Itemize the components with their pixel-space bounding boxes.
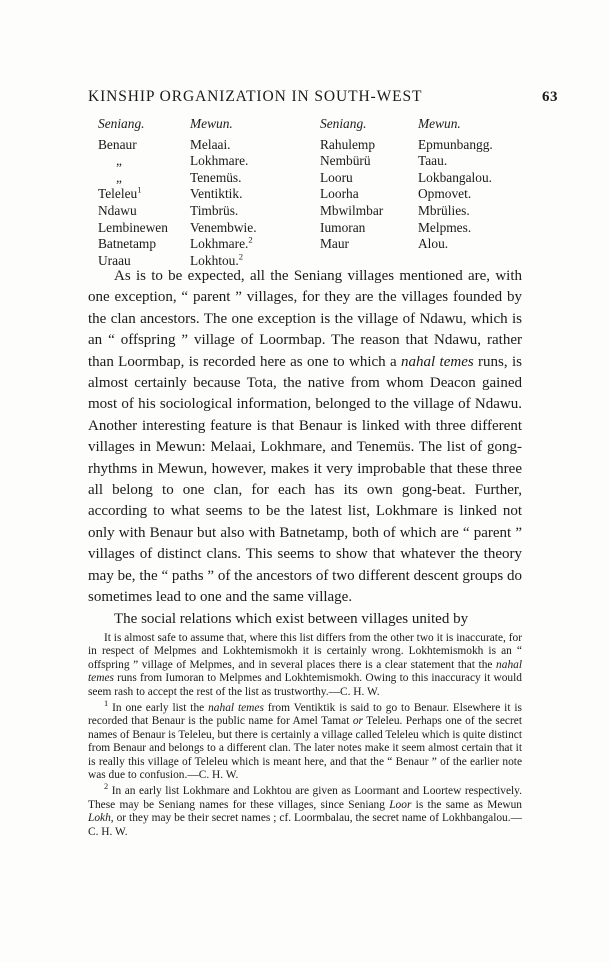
footnote-1-italic-2: or xyxy=(352,715,363,728)
cell-mewun-2: Lokbangalou. xyxy=(418,169,493,185)
cell-seniang-1: Teleleu xyxy=(98,186,138,202)
paragraph-1-italic: nahal temes xyxy=(401,353,474,370)
cell-mewun-1: Ventiktik. xyxy=(190,186,243,202)
cell-seniang-2: Loorha xyxy=(320,186,359,202)
footnote-1 xyxy=(88,699,522,782)
footnote-ref-2[interactable]: 2 xyxy=(238,251,244,262)
footnote-2-text-3: , or they may be their secret names ; cf. Loormbalau, the secret name of Lokhbangalou.—C. H. W. xyxy=(88,812,522,838)
footnote-2 xyxy=(88,782,522,839)
cell-seniang-1: Lembinewen xyxy=(98,219,168,235)
cell-mewun-2: Taau. xyxy=(418,153,448,169)
page-number: 63 xyxy=(542,89,558,105)
cell-seniang-1: Uraau xyxy=(98,252,131,268)
column-header-mewun-1: Mewun. xyxy=(190,116,233,131)
column-header-seniang-2: Seniang. xyxy=(320,116,367,131)
cell-seniang-2: Nembürü xyxy=(320,153,371,169)
cell-mewun-1: Lokhmare. xyxy=(190,236,249,252)
cell-seniang-2: Mbwilmbar xyxy=(320,202,384,218)
paragraph-1 xyxy=(88,266,522,609)
cell-seniang-2: Looru xyxy=(320,169,353,185)
cell-mewun-1: Lokhtou. xyxy=(190,252,239,268)
table-row xyxy=(98,220,518,237)
cell-seniang-1: „ xyxy=(116,169,122,185)
table-header-row xyxy=(98,116,518,137)
footnote-2-italic-1: Loor xyxy=(389,798,412,811)
column-header-mewun-2: Mewun. xyxy=(418,116,461,131)
footnote-0-text-1: It is almost safe to assume that, where this list differs from the other two it is inaccurate, for in respect of Melpmes and Lokhtemismokh it is certainly wrong. Lokhtemismokh is an “ offspring ” village of Melpmes, and in several places there is a clear statement that the xyxy=(88,632,522,671)
footnote-2-text-2: is the same as Mewun xyxy=(411,798,522,811)
cell-mewun-2: Opmovet. xyxy=(418,186,472,202)
cell-mewun-2: Alou. xyxy=(418,236,449,252)
village-table xyxy=(98,116,518,269)
footnotes xyxy=(88,632,522,842)
cell-seniang-1: „ xyxy=(116,153,122,169)
cell-seniang-1: Batnetamp xyxy=(98,236,157,252)
cell-mewun-1: Lokhmare. xyxy=(190,153,249,169)
footnote-1-text-2: from Ventiktik is said to go to Benaur. Elsewhere it is recorded that Benaur is the public name for Amel Tamat xyxy=(88,702,522,728)
table-row xyxy=(98,153,518,170)
cell-mewun-2: Epmunbangg. xyxy=(418,136,493,152)
running-head xyxy=(88,88,558,106)
paragraph-2: The social relations which exist between villages united by xyxy=(114,610,469,627)
footnote-ref-2[interactable]: 2 xyxy=(248,234,253,245)
cell-seniang-2: Iumoran xyxy=(320,219,366,235)
table-row xyxy=(98,186,518,203)
cell-mewun-1: Venembwie. xyxy=(190,219,257,235)
cell-seniang-2: Rahulemp xyxy=(320,136,376,152)
cell-mewun-2: Mbrülies. xyxy=(418,202,470,218)
footnote-1-italic-1: nahal temes xyxy=(208,702,264,715)
column-header-seniang-1: Seniang. xyxy=(98,116,145,131)
cell-mewun-1: Tenemüs. xyxy=(190,169,242,185)
paragraph-1-part-1: As is to be expected, all the Seniang villages mentioned are, with one exception, “ parent ” villages, for they are the villages founded by the clan ancestors. The one exception is the village of Ndawu, which is an “ offspring ” village of Loormbap. The reason that Ndawu, rather than Loormbap, is recorded here as one to which a xyxy=(88,268,522,370)
body-text xyxy=(88,266,522,630)
table-row xyxy=(98,203,518,220)
cell-mewun-1: Melaai. xyxy=(190,136,231,152)
cell-mewun-2: Melpmes. xyxy=(418,219,472,235)
footnote-0-italic-1: nahal temes xyxy=(88,658,522,685)
cell-mewun-1: Timbrüs. xyxy=(190,202,239,218)
footnote-0 xyxy=(88,632,522,699)
page-title: KINSHIP ORGANIZATION IN SOUTH-WEST xyxy=(88,88,423,105)
table-row xyxy=(98,170,518,187)
footnote-0-text-2: runs from Iumoran to Melpmes and Lokhtemismokh. Owing to this inaccuracy it would seem rash to accept the rest of the list as trustworthy.—C. H. W. xyxy=(88,672,522,698)
cell-seniang-2: Maur xyxy=(320,236,350,252)
footnote-1-text-1: In one early list the xyxy=(108,702,209,715)
footnote-2-italic-2: Lokh xyxy=(88,812,111,825)
cell-seniang-1: Ndawu xyxy=(98,202,137,218)
cell-seniang-1: Benaur xyxy=(98,136,137,152)
footnote-2-marker: 2 xyxy=(104,782,109,792)
footnote-1-text-3: Teleleu. Perhaps one of the secret names of Benaur is Teleleu, but there is certainly a village called Teleleu which is quite distinct from Benaur and belongs to a different clan. The later notes make it seem almost certain that it is really this village of Teleleu which is meant here, and that the “ Benaur ” of the earlier note was due to confusion.—C. H. W. xyxy=(88,715,522,782)
table xyxy=(98,116,518,269)
table-row xyxy=(98,236,518,253)
table-row xyxy=(98,137,518,154)
paragraph-1-part-2: runs, is almost certainly because Tota, the native from whom Deacon gained most of his sociological information, belonged to the village of Ndawu. Another interesting feature is that Benaur is linked with three different villages in Mewun: Melaai, Lokhmare, and Tenemüs. The list of gong-rhythms in Mewun, however, makes it very improbable that these three all belong to one clan, for each has its own gong-beat. Further, according to what seems to be the latest list, Lokhmare is linked not only with Benaur but also with Batnetamp, both of which are “ parent ” villages of distinct clans. This seems to show that whatever the theory may be, the “ paths ” of the ancestors of two different descent groups do sometimes lead to one and the same village. xyxy=(88,353,522,606)
footnote-ref-1[interactable]: 1 xyxy=(137,184,142,195)
footnote-1-marker: 1 xyxy=(104,699,109,709)
footnote-2-text-1: In an early list Lokhmare and Lokhtou are given as Loormant and Loortew respectively. These may be Seniang names for these villages, since Seniang xyxy=(88,785,522,811)
